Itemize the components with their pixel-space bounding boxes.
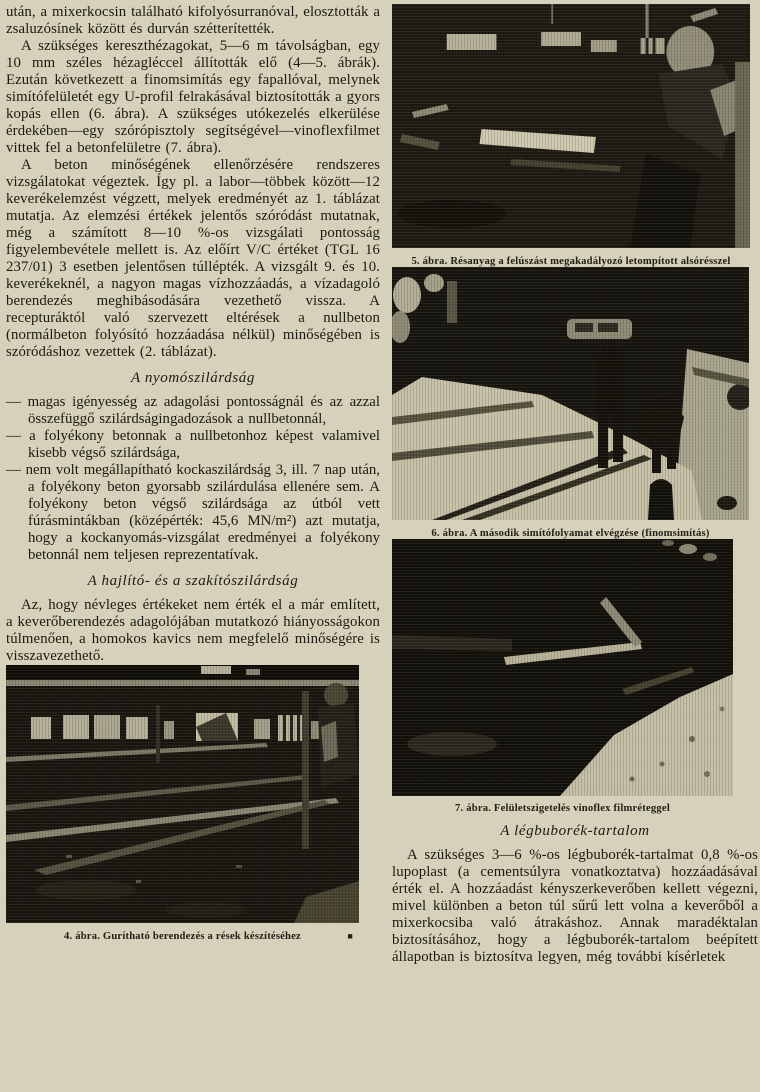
printer-mark: ■: [347, 931, 353, 941]
joint-material-photo-illustration: [392, 4, 750, 248]
figure-6-photo: [392, 267, 749, 520]
surface-sealing-photo-illustration: [392, 539, 733, 796]
paragraph-continuation: után, a mixerkocsin található kifolyósurranóval, elosztották a zsaluzósínek között és durván szétterítették.: [6, 4, 380, 37]
figure-7: [392, 539, 733, 814]
figure-5-photo: [392, 4, 750, 248]
paragraph-quality-control: A beton minőségének ellenőrzésére rendszeres vizsgálatokat végeztek. Így pl. a labor—többek között—12 keverékelemzést végzett, melyek eredményét az 1. táblázat mutatja. Az elemzési értékek jelentős szóródást mutatnak, még a számított 8—10 %-os vizsgálati pontosság figyelembevétele mellett is. Az előírt V/C értéket (TGL 16 237/01) 3 esetben jelentősen túllépték. A vizsgált 9. és 10. keverékeknél, a nagyon magas vízhozzáadás, a vízadagoló berendezés meghibásodására vezethető vissza. A recepturáktól való szervezett eltérések a nullbeton (normálbeton folyósító hozzáadása nélkül) minőségében is szóródáshoz vezettek (2. táblázat).: [6, 157, 380, 360]
figure-4-photo: [6, 665, 359, 923]
figure-4-caption-text: 4. ábra. Gurítható berendezés a rések készítéséhez: [64, 931, 301, 942]
figure-7-photo: [392, 539, 733, 796]
section-heading-compressive-strength: A nyomószilárdság: [131, 370, 255, 386]
section-heading-bending-tensile-strength: A hajlító- és a szakítószilárdság: [87, 573, 299, 589]
paragraph-bending: Az, hogy névleges értékeket nem érték el a már említett, a keverőberendezés adagolójában mutatkozó hiányosságokon túlmenően, a homokos kavics nem megfelelő minőségére is visszavezethető.: [6, 597, 380, 664]
rolling-equipment-photo-illustration: [6, 665, 359, 923]
second-smoothing-photo-illustration: [392, 267, 749, 520]
findings-list: [6, 394, 380, 564]
figure-5: [392, 4, 750, 267]
figure-5-caption: 5. ábra. Résanyag a felúszást megakadályozó letompított alsórésszel: [411, 256, 731, 267]
figure-4-caption: [6, 931, 359, 942]
section-heading-air-bubble-content: A légbuborék-tartalom: [500, 823, 650, 839]
right-column: [392, 4, 758, 966]
figure-7-caption: 7. ábra. Felületszigetelés vinoflex filmréteggel: [455, 803, 670, 814]
figure-6-caption: 6. ábra. A második simítófolyamat elvégzése (finomsimítás): [431, 528, 710, 539]
figure-4: [6, 665, 359, 942]
figure-6: [392, 267, 749, 539]
list-item: — nem volt megállapítható kockaszilárdság 3, ill. 7 nap után, a folyékony beton gyorsabb szilárdulása ellenére sem. A folyékony beton végső szilárdsága az útból vett fúrásmintákban (középérték: 45,6 MN/m²) azt mutatja, hogy a kockanyomás-vizsgálat eredményei a folyékony betonnál nem teljesen reprezentatívak.: [6, 462, 380, 563]
list-item: — a folyékony betonnak a nullbetonhoz képest valamivel kisebb végső szilárdsága,: [6, 428, 380, 461]
list-item: — magas igényesség az adagolási pontosságnál és az azzal összefüggő szilárdságingadozások a nullbetonnál,: [6, 394, 380, 427]
left-column: [6, 4, 380, 942]
paragraph-cross-joints: A szükséges kereszthézagokat, 5—6 m távolságban, egy 10 mm széles hézagléccel állították elő (4—5. ábrák). Ezután következett a finomsimítás egy fapallóval, melynek simítófelületét egy U-profil felrakásával biztosították a gyors kopás ellen (6. ábra). A szükséges utókezelés elkerülése érdekében—egy szórópisztoly segítségével—vinoflexfilmet vittek fel a betonfelületre (7. ábra).: [6, 38, 380, 156]
paragraph-air-bubble: A szükséges 3—6 %-os légbuborék-tartalmat 0,8 %-os lupoplast (a cementsúlyra vonatkoztatva) hozzáadásával érték el. A hozzáadást kényszerkeverőben kellett végezni, mivel különben a beton túl sűrű lett volna a keverőből a mixerkocsiba való átrakáshoz. Annak maradéktalan biztosításához, hogy a légbuborék-tartalom beépített állapotban is biztosítva legyen, még további kísérletek: [392, 847, 758, 965]
